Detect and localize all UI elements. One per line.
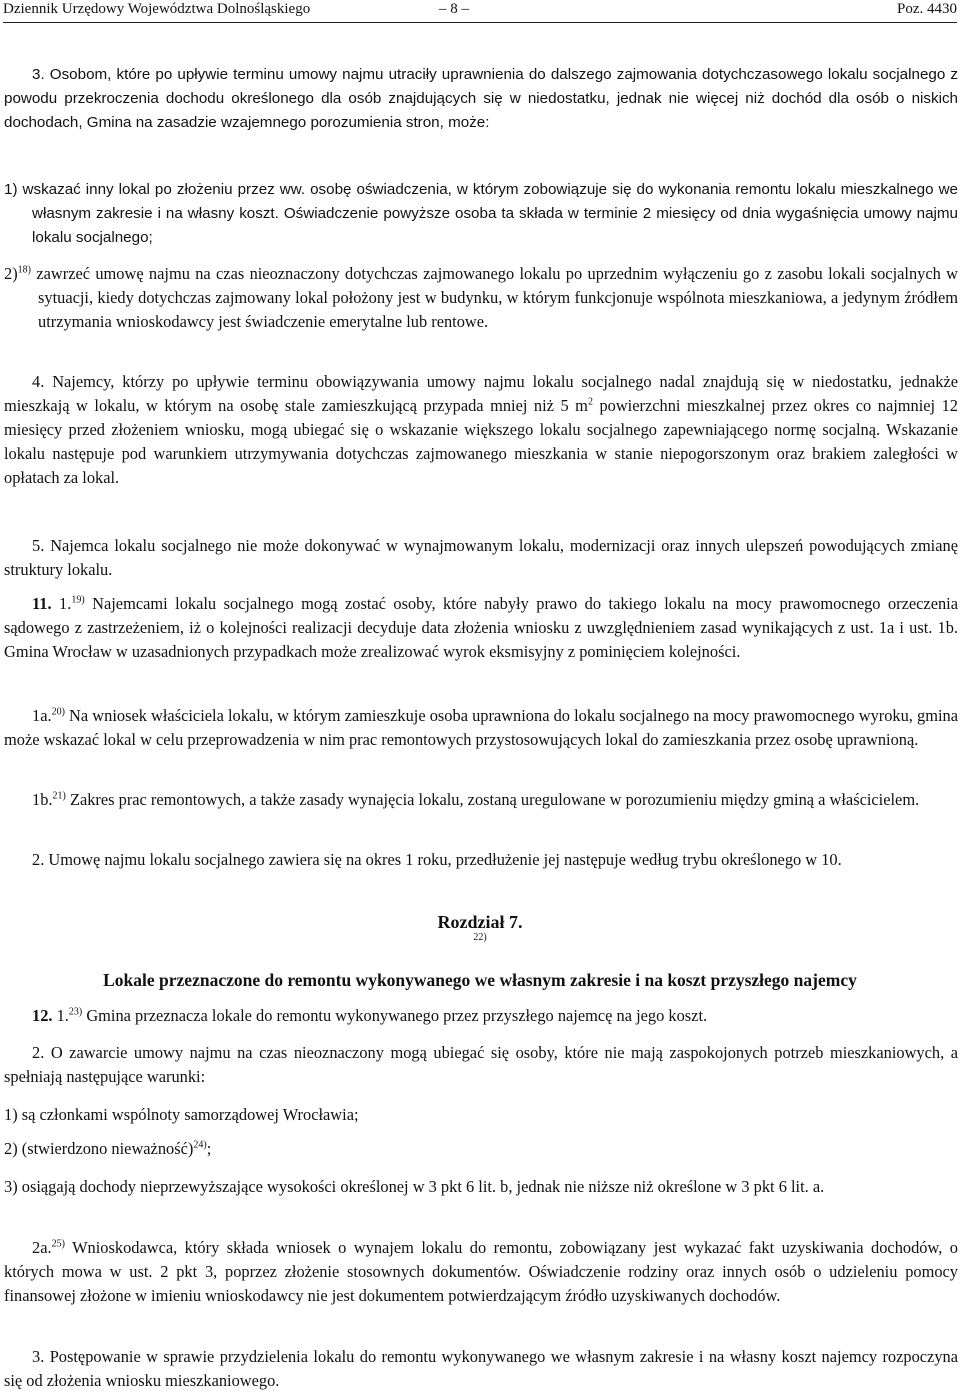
- chapter-title: Rozdział 7.: [437, 912, 523, 932]
- page-header: [3, 0, 957, 23]
- chapter-footnote-ref: 22): [473, 932, 487, 943]
- condition-2: [4, 1137, 958, 1161]
- footnote-ref: 19): [71, 594, 85, 606]
- paragraph-4-text-b: powierzchni mieszkalnej przez okres co najmniej 12 miesięcy przed złożeniem wniosku, mogą ubiegać się o wskazanie większego lokalu socjalnego zapewniającego normę socjalną. Wskazanie lokalu następuje pod warunkiem utrzymywania dotychczas zajmowanego mieszkania w stanie niepogorszonym oraz brakiem zaległości w opłatach za lokal.: [4, 396, 959, 487]
- condition-3: 3) osiągają dochody nieprzewyższające wysokości określonej w 3 pkt 6 lit. b, jednak nie niższe niż określone w 3 pkt 6 lit. a.: [4, 1177, 825, 1196]
- point-number: 2): [4, 264, 18, 283]
- subsection-number: 1b.: [32, 790, 53, 809]
- footnote-ref: 20): [51, 706, 65, 718]
- footnote-ref: 24): [193, 1139, 207, 1151]
- section-number: 12.: [32, 1006, 53, 1025]
- paragraph-3-point-2: [4, 262, 958, 334]
- page-number: – 8 –: [439, 1, 469, 17]
- subsection-number: 2a.: [32, 1238, 52, 1257]
- position-number: Poz. 4430: [897, 1, 957, 17]
- footnote-ref: 23): [68, 1006, 83, 1018]
- superscript-2: 2: [587, 396, 593, 408]
- section-2a-text: Wnioskodawca, który składa wniosek o wynajem lokalu do remontu, zobowiązany jest wykazać fakt uzyskiwania dochodów, o których mowa w ust. 2 pkt 3, poprzez złożenie stosownych dokumentów. Oświadczenie rodziny oraz innych osób o udzieleniu pomocy finansowej złożone w imieniu wnioskodawcy nie jest dokumentem potwierdzającym źródło uzyskiwanych dochodów.: [4, 1238, 958, 1305]
- section-11-text: Najemcami lokalu socjalnego mogą zostać osoby, które nabyły prawo do takiego lokalu na mocy prawomocnego orzeczenia sądowego z zastrzeżeniem, iż o kolejności realizacji decyduje data złożenia wniosku z uwzględnieniem zasad wynikających z ust. 1a i ust. 1b. Gmina Wrocław w uzasadnionych przypadkach może zrealizować wyrok eksmisyjny z pominięciem kolejności.: [4, 594, 958, 661]
- paragraph-5: 5. Najemca lokalu socjalnego nie może dokonywać w wynajmowanym lokalu, modernizacji oraz innych ulepszeń powodujących zmianę struktury lokalu.: [4, 536, 958, 579]
- paragraph-3-point-1: 1) wskazać inny lokal po złożeniu przez ww. osobę oświadczenia, w którym zobowiązuje się do wykonania remontu lokalu mieszkalnego we własnym zakresie i na własny koszt. Oświadczenie powyższe osoba ta składa w terminie 2 miesięcy od dnia wygaśnięcia umowy najmu lokalu socjalnego;: [4, 181, 958, 246]
- footnote-ref: 18): [17, 264, 31, 276]
- subsection-number: 1.: [52, 1006, 69, 1025]
- subsection-number: 1.: [51, 594, 72, 613]
- footnote-ref: 25): [51, 1238, 65, 1250]
- condition-1: 1) są członkami wspólnoty samorządowej Wrocławia;: [4, 1105, 359, 1124]
- section-11-paragraph-1a: [4, 704, 958, 752]
- section-12-paragraph-2a: [4, 1236, 958, 1308]
- section-1a-text: Na wniosek właściciela lokalu, w którym zamieszkuje osoba uprawniona do lokalu socjalnego na mocy prawomocnego wyroku, gmina może wskazać lokal w celu przeprowadzenia w nim prac remontowych przystosowujących lokal do zamieszkania przez osobę uprawnioną.: [4, 706, 958, 749]
- section-12-paragraph-3: 3. Postępowanie w sprawie przydzielenia lokalu do remontu wykonywanego we własnym zakresie i na własny koszt najemcy rozpoczyna się od złożenia wniosku mieszkaniowego.: [4, 1347, 958, 1390]
- section-12-paragraph-2: 2. O zawarcie umowy najmu na czas nieoznaczony mogą ubiegać się osoby, które nie mają zaspokojonych potrzeb mieszkaniowych, a spełniają następujące warunki:: [4, 1043, 958, 1086]
- section-11-paragraph-2: 2. Umowę najmu lokalu socjalnego zawiera się na okres 1 roku, przedłużenie jej następuje według trybu określonego w 10.: [32, 850, 842, 869]
- chapter-subtitle: Lokale przeznaczone do remontu wykonywanego we własnym zakresie i na koszt przyszłego najemcy: [103, 970, 857, 990]
- section-11-paragraph-1: [4, 592, 958, 664]
- paragraph-3: 3. Osobom, które po upływie terminu umowy najmu utraciły uprawnienia do dalszego zajmowania dotychczasowego lokalu socjalnego z powodu przekroczenia dochodu określonego dla osób znajdujących się w niedostatku, jednak nie więcej niż dochód dla osób o niskich dochodach, Gmina na zasadzie wzajemnego porozumienia stron, może:: [4, 66, 958, 131]
- section-12-text: Gmina przeznacza lokale do remontu wykonywanego przez przyszłego najemcę na jego koszt.: [82, 1006, 708, 1025]
- footnote-ref: 21): [52, 790, 66, 802]
- point-text: zawrzeć umowę najmu na czas nieoznaczony dotychczas zajmowanego lokalu po uprzednim wyłączeniu go z zasobu lokali socjalnych w sytuacji, kiedy dotychczas zajmowany lokal położony jest w budynku, w którym funkcjonuje wspólnota mieszkaniowa, a jedynym źródłem utrzymania wnioskodawcy jest świadczenie emerytalne lub rentowe.: [36, 264, 958, 331]
- condition-2-text: 2) (stwierdzono nieważność): [4, 1139, 194, 1158]
- section-number: 11.: [32, 594, 52, 613]
- section-12-paragraph-1: [4, 1004, 958, 1028]
- paragraph-4-text-a: 4. Najemcy, którzy po upływie terminu obowiązywania umowy najmu lokalu socjalnego nadal znajdują się w niedostatku, jednakże mieszkają w lokalu, w którym na osobę stale zamieszkującą przypada mniej niż 5 m: [4, 372, 958, 415]
- subsection-number: 1a.: [32, 706, 52, 725]
- paragraph-4: [4, 370, 958, 490]
- section-11-paragraph-1b: [4, 788, 958, 812]
- journal-title: Dziennik Urzędowy Województwa Dolnośląskiego: [3, 1, 311, 17]
- section-1b-text: Zakres prac remontowych, a także zasady wynajęcia lokalu, zostaną uregulowane w porozumieniu między gminą a właścicielem.: [65, 790, 920, 809]
- condition-2-end: ;: [206, 1139, 212, 1158]
